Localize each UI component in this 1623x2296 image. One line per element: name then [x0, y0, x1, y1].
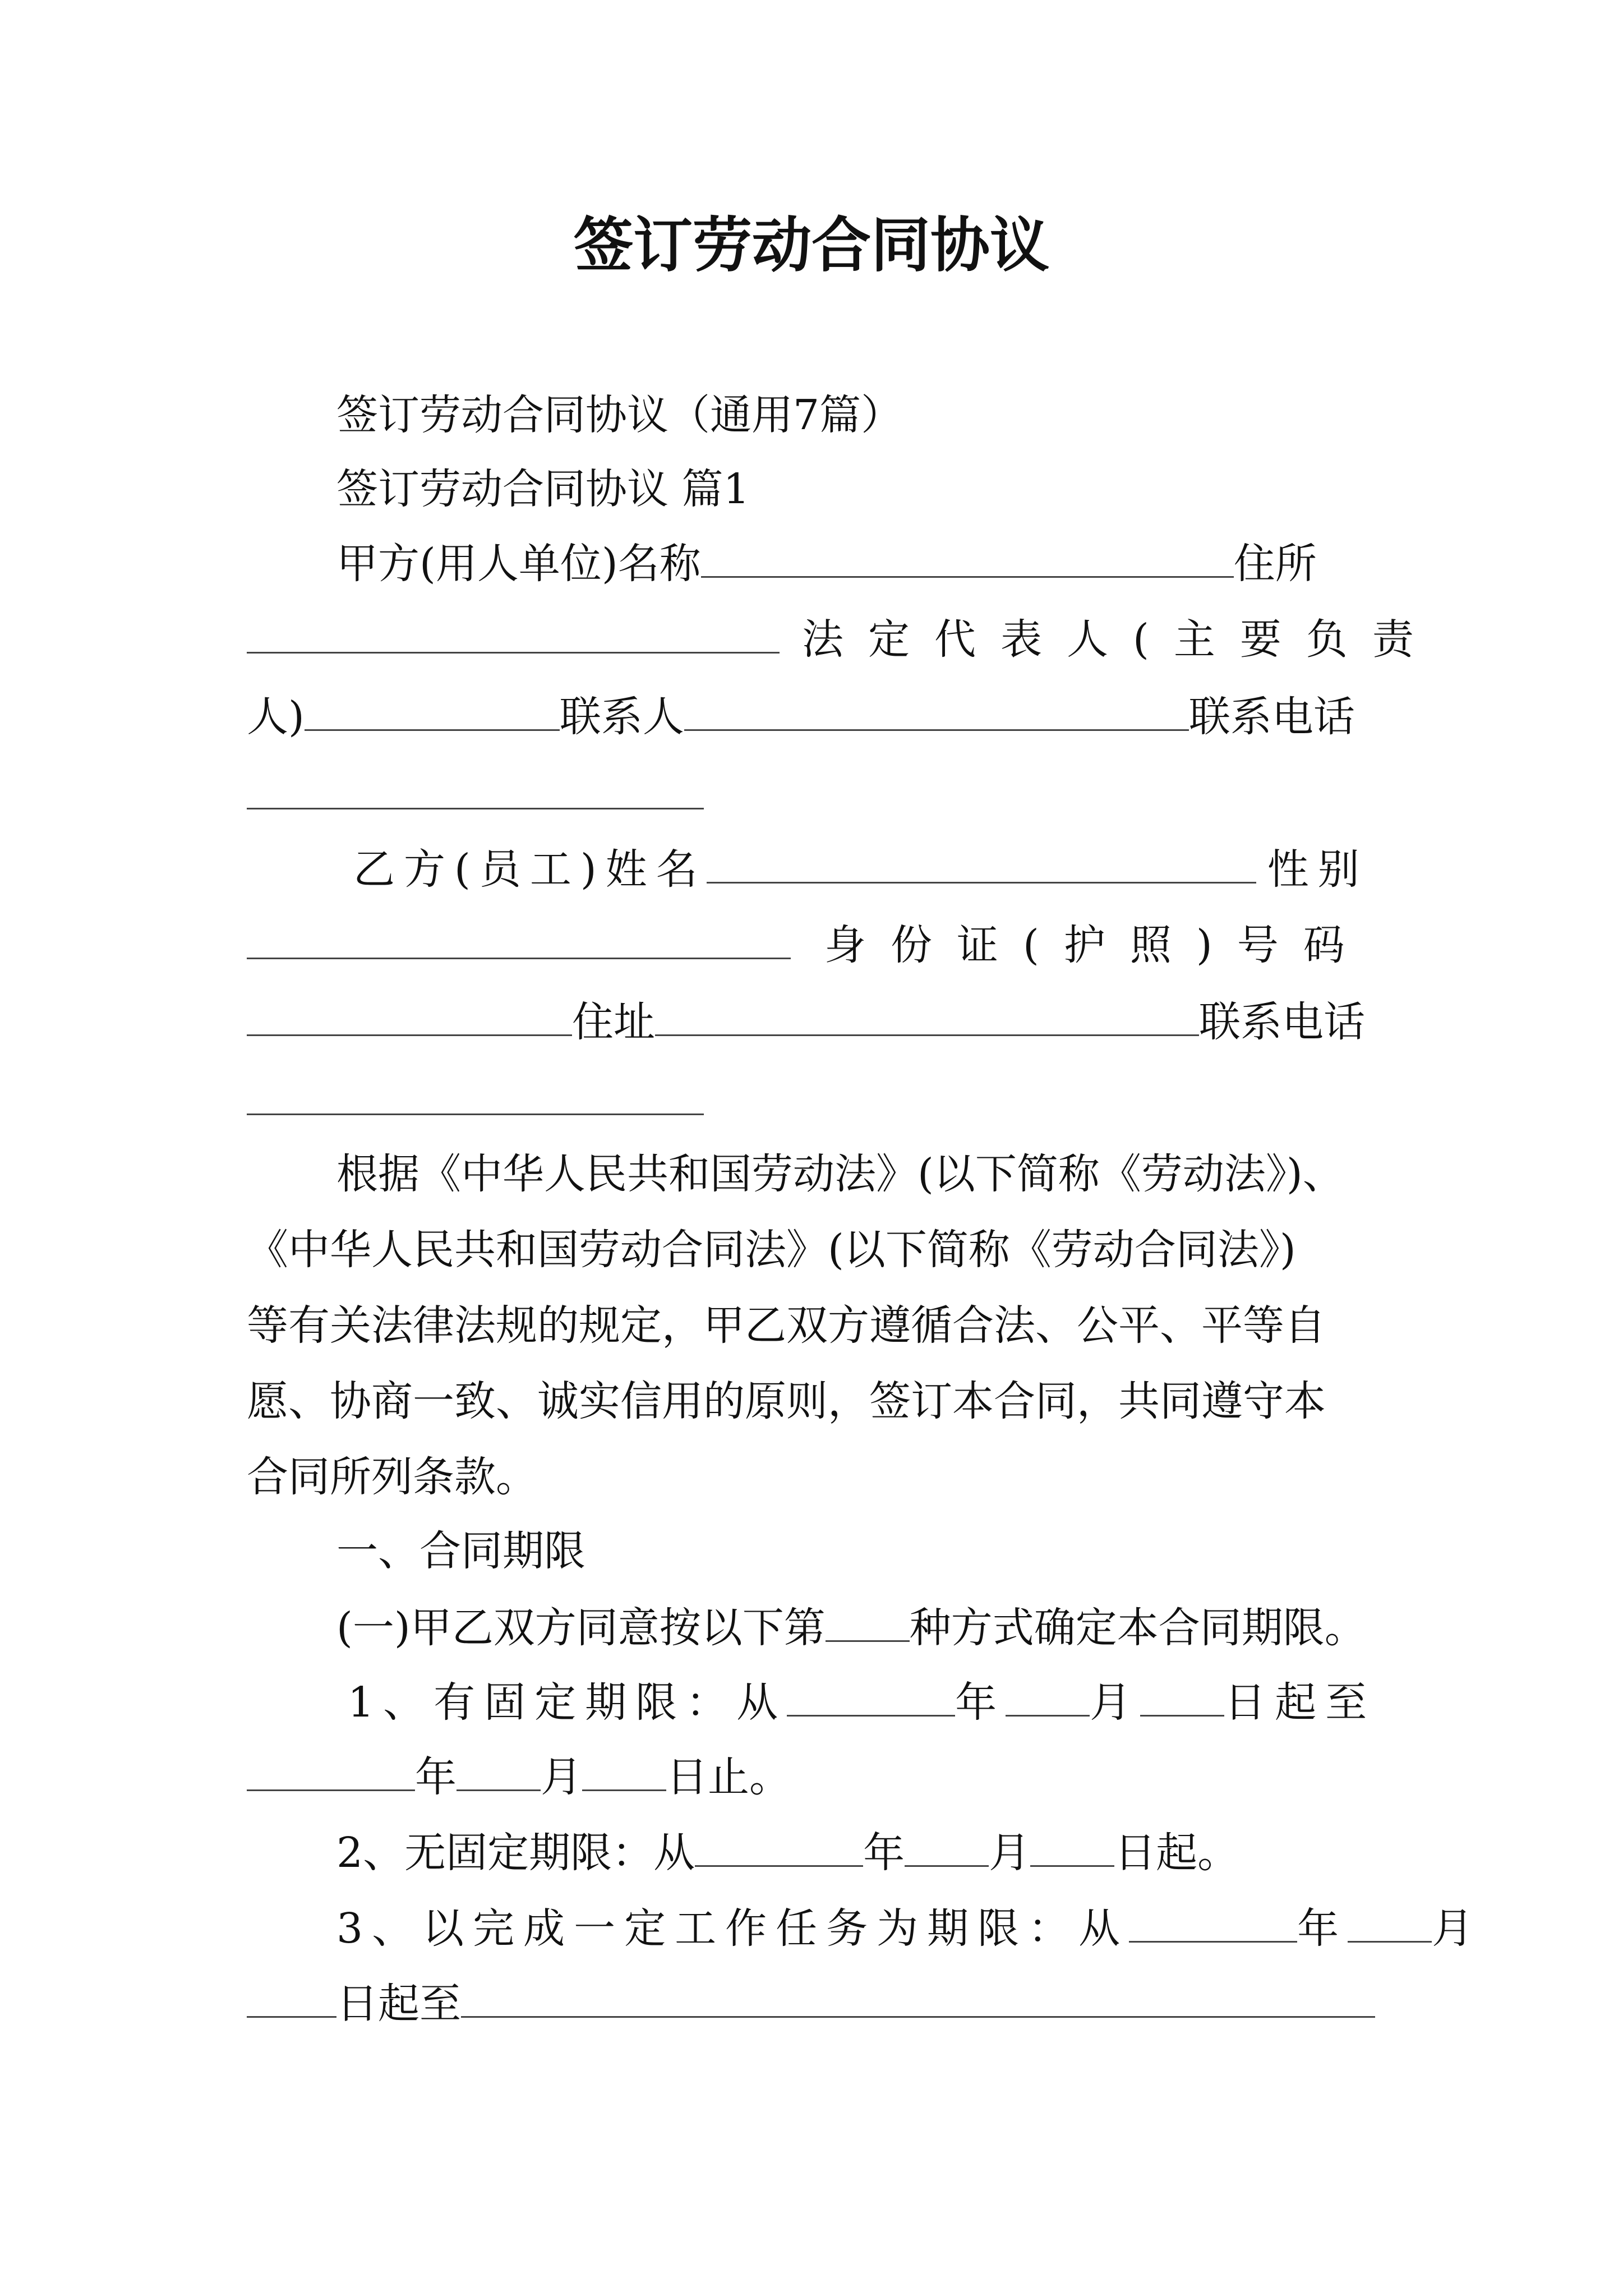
task-start-month-blank[interactable] — [1348, 1902, 1432, 1943]
party-a-rep-label: 法定代表人(主要负责 — [802, 615, 1438, 664]
party-b-gender-blank[interactable] — [247, 918, 791, 959]
fixed-term-row — [348, 1674, 1376, 1731]
fixed-term-label: 1、有固定期限：从 — [348, 1678, 787, 1727]
year-label: 年 — [955, 1678, 1006, 1727]
body-paragraph-line-4: 愿、协商一致、诚实信用的原则，签订本合同，共同遵守本 — [247, 1377, 1326, 1425]
clause-heading: 一、合同期限 — [336, 1527, 585, 1575]
body-paragraph-line-2: 《中华人民共和国劳动合同法》(以下简称《劳动合同法》) — [247, 1226, 1296, 1274]
open-start-year-blank[interactable] — [695, 1826, 863, 1867]
clause-1-intro-text-end: 种方式确定本合同期限。 — [909, 1604, 1366, 1652]
task-term-label: 3、以完成一定工作任务为期限：从 — [336, 1904, 1129, 1953]
task-term-row — [336, 1901, 1482, 1957]
fixed-start-year-blank[interactable] — [787, 1676, 955, 1717]
fixed-end-day-blank[interactable] — [582, 1750, 666, 1791]
fixed-end-year-blank[interactable] — [247, 1750, 415, 1791]
day-from-label: 日起至 — [336, 1980, 461, 2028]
party-b-name-row — [353, 841, 1368, 898]
party-a-address-label: 住所 — [1233, 540, 1317, 588]
open-start-month-blank[interactable] — [905, 1826, 989, 1867]
party-a-phone-label: 联系电话 — [1188, 693, 1355, 741]
open-start-day-blank[interactable] — [1030, 1826, 1114, 1867]
body-paragraph-line-3: 等有关法律法规的规定，甲乙双方遵循合法、公平、平等自 — [247, 1301, 1326, 1350]
party-b-address-label: 住址 — [572, 998, 655, 1046]
party-b-name-blank[interactable] — [707, 843, 1256, 884]
party-b-id-row — [247, 917, 1370, 973]
body-paragraph-line-1: 根据《中华人民共和国劳动法》(以下简称《劳动法》)、 — [336, 1150, 1344, 1198]
party-b-address-blank[interactable] — [655, 995, 1199, 1036]
day-to-label: 日止。 — [666, 1753, 791, 1801]
clause-1-intro-text: (一)甲乙双方同意按以下第 — [336, 1604, 826, 1652]
task-start-day-blank[interactable] — [247, 1977, 336, 2018]
party-a-name-label: 甲方(用人单位)名称 — [336, 540, 701, 588]
party-b-id-blank[interactable] — [247, 995, 572, 1036]
party-a-name-blank[interactable] — [701, 537, 1234, 578]
fixed-start-day-blank[interactable] — [1140, 1676, 1224, 1717]
party-a-contact-label: 联系人 — [559, 693, 684, 741]
subtitle: 签订劳动合同协议（通用7篇） — [336, 391, 903, 439]
party-b-phone-blank[interactable] — [247, 1114, 704, 1115]
party-a-phone-blank[interactable] — [247, 808, 704, 809]
task-term-end-row — [247, 1976, 1375, 2032]
year-label: 年 — [415, 1753, 457, 1801]
body-paragraph-line-5: 合同所列条款。 — [247, 1453, 537, 1501]
fixed-start-month-blank[interactable] — [1006, 1676, 1090, 1717]
clause-1-intro — [336, 1600, 1366, 1656]
document-title: 签订劳动合同协议 — [574, 210, 1049, 280]
month-label: 月 — [989, 1829, 1031, 1877]
section-heading: 签订劳动合同协议 篇1 — [336, 465, 750, 513]
year-label: 年 — [863, 1829, 905, 1877]
party-a-contact-row — [247, 689, 1355, 745]
party-b-phone-label: 联系电话 — [1199, 998, 1365, 1046]
task-start-year-blank[interactable] — [1129, 1902, 1297, 1943]
party-b-address-row — [247, 994, 1365, 1050]
month-label: 月 — [541, 1753, 582, 1801]
open-term-row — [336, 1825, 1239, 1881]
fixed-term-end-row — [247, 1749, 791, 1805]
party-b-name-label: 乙方(员工)姓名 — [353, 845, 707, 894]
task-end-blank[interactable] — [461, 1977, 1375, 2018]
party-a-rep-label-end: 人) — [247, 693, 305, 741]
day-from-label: 日起。 — [1114, 1829, 1239, 1877]
party-a-name-row — [336, 536, 1317, 592]
open-term-label: 2、无固定期限：从 — [336, 1829, 695, 1877]
term-option-blank[interactable] — [826, 1601, 910, 1642]
month-label: 月 — [1090, 1678, 1141, 1727]
party-a-address-blank[interactable] — [247, 613, 780, 654]
party-a-contact-blank[interactable] — [684, 690, 1189, 731]
party-b-id-label: 身份证(护照)号码 — [824, 921, 1370, 969]
party-a-rep-blank[interactable] — [305, 690, 560, 731]
party-a-rep-row — [247, 611, 1438, 668]
year-label: 年 — [1297, 1904, 1348, 1953]
fixed-end-month-blank[interactable] — [457, 1750, 541, 1791]
month-label: 月 — [1432, 1904, 1483, 1953]
day-from-label: 日起至 — [1224, 1678, 1376, 1727]
party-b-gender-label: 性别 — [1267, 845, 1368, 894]
